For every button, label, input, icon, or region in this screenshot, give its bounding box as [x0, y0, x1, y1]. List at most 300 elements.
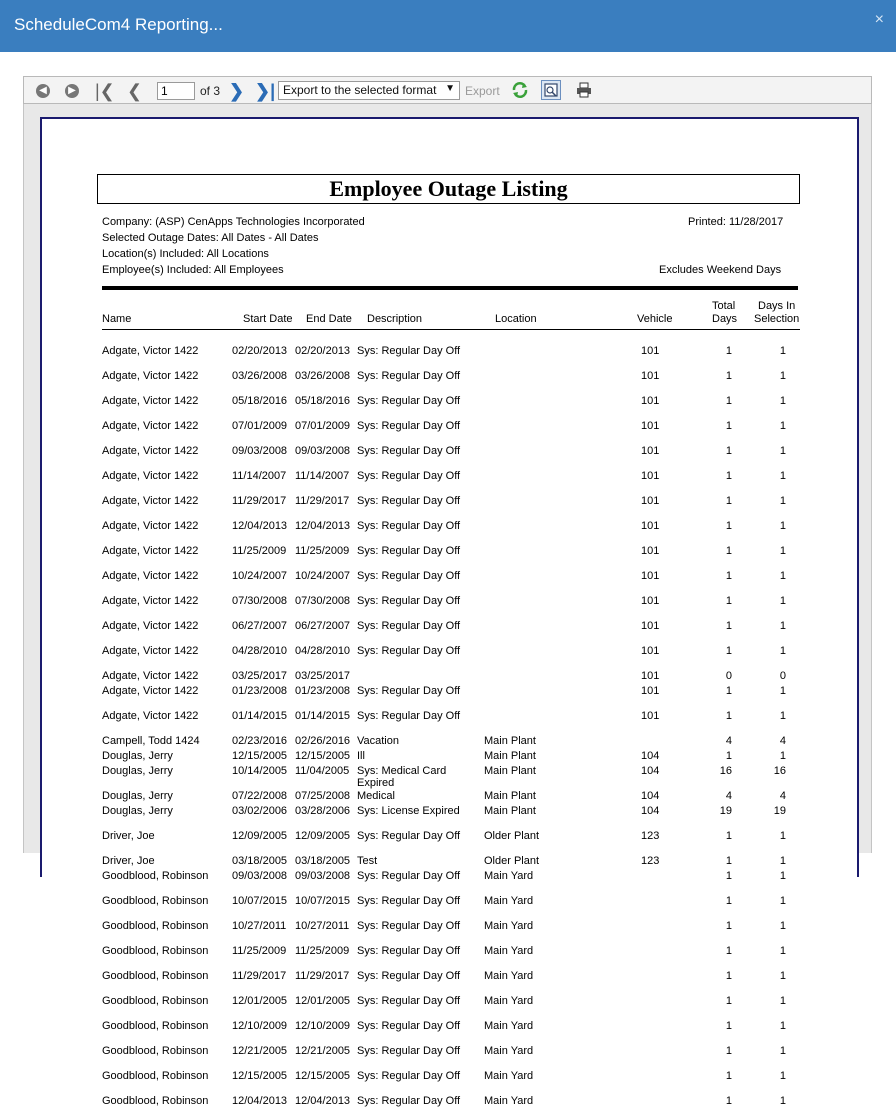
- page-number-input[interactable]: [157, 82, 195, 100]
- vehicle-cell: 123: [641, 830, 660, 842]
- start-date-cell: 02/20/2013: [232, 345, 288, 357]
- employee-name-cell: Douglas, Jerry: [102, 790, 173, 802]
- end-date-cell: 09/03/2008: [295, 445, 351, 457]
- end-date-cell: 10/24/2007: [295, 570, 351, 582]
- start-date-cell: 11/29/2017: [232, 495, 287, 507]
- table-row: [42, 345, 861, 360]
- table-row: [42, 545, 861, 560]
- description-cell: Sys: Regular Day Off: [357, 995, 461, 1007]
- end-date-cell: 07/30/2008: [295, 595, 351, 607]
- location-cell: Main Yard: [484, 895, 534, 907]
- description-cell: Sys: Regular Day Off: [357, 420, 461, 432]
- vehicle-cell: 101: [641, 370, 660, 382]
- start-date-cell: 06/27/2007: [232, 620, 288, 632]
- total-days-cell: 1: [725, 1020, 732, 1032]
- total-days-cell: 1: [725, 830, 732, 842]
- location-cell: Main Yard: [484, 1070, 534, 1082]
- days-in-selection-cell: 19: [773, 805, 786, 817]
- total-days-cell: 1: [725, 920, 732, 932]
- end-date-cell: 12/04/2013: [295, 1095, 351, 1107]
- description-cell: Sys: Regular Day Off: [357, 685, 461, 697]
- table-row: [42, 920, 861, 935]
- print-button[interactable]: [574, 80, 594, 100]
- back-button[interactable]: [36, 81, 50, 101]
- description-cell: Sys: Regular Day Off: [357, 370, 461, 382]
- total-days-cell: 1: [725, 645, 732, 657]
- table-row: [42, 895, 861, 910]
- description-cell: Vacation: [357, 735, 399, 747]
- end-date-cell: 10/27/2011: [295, 920, 350, 932]
- refresh-icon: [511, 81, 529, 99]
- col-vehicle: Vehicle: [637, 313, 673, 325]
- start-date-cell: 11/29/2017: [232, 970, 287, 982]
- employee-name-cell: Douglas, Jerry: [102, 750, 173, 762]
- table-row: [42, 870, 861, 885]
- next-page-icon: ❯: [229, 81, 245, 101]
- previous-page-button[interactable]: [127, 81, 142, 101]
- vehicle-cell: 101: [641, 595, 660, 607]
- vehicle-cell: 101: [641, 685, 660, 697]
- end-date-cell: 10/07/2015: [295, 895, 351, 907]
- end-date-cell: 03/25/2017: [295, 670, 351, 682]
- end-date-cell: 07/25/2008: [295, 790, 351, 802]
- location-cell: Main Yard: [484, 1020, 534, 1032]
- total-days-cell: 1: [725, 685, 732, 697]
- forward-icon: ▶: [65, 84, 79, 98]
- days-in-selection-cell: 1: [779, 520, 786, 532]
- total-days-cell: 1: [725, 750, 732, 762]
- employee-name-cell: Goodblood, Robinson: [102, 970, 209, 982]
- start-date-cell: 12/15/2005: [232, 1070, 288, 1082]
- total-days-cell: 1: [725, 1045, 732, 1057]
- employee-name-cell: Adgate, Victor 1422: [102, 420, 199, 432]
- days-in-selection-cell: 1: [779, 570, 786, 582]
- start-date-cell: 10/27/2011: [232, 920, 287, 932]
- total-days-cell: 19: [719, 805, 732, 817]
- days-in-selection-cell: 1: [779, 895, 786, 907]
- table-row: [42, 1095, 861, 1110]
- location-cell: Main Yard: [484, 870, 534, 882]
- table-row: [42, 855, 861, 870]
- days-in-selection-cell: 1: [779, 545, 786, 557]
- refresh-button[interactable]: [510, 80, 530, 100]
- vehicle-cell: 101: [641, 395, 660, 407]
- col-description: Description: [367, 313, 423, 325]
- description-cell: Sys: Regular Day Off: [357, 1020, 461, 1032]
- table-row: [42, 1045, 861, 1060]
- vehicle-cell: 101: [641, 345, 660, 357]
- location-cell: Main Yard: [484, 995, 534, 1007]
- description-cell: Sys: Regular Day Off: [357, 445, 461, 457]
- locations-line: Location(s) Included: All Locations: [102, 248, 269, 260]
- start-date-cell: 10/24/2007: [232, 570, 288, 582]
- start-date-cell: 01/23/2008: [232, 685, 288, 697]
- table-row: [42, 805, 861, 820]
- total-days-cell: 1: [725, 420, 732, 432]
- total-days-cell: 4: [725, 790, 732, 802]
- end-date-cell: 06/27/2007: [295, 620, 351, 632]
- page-count-label: of 3: [200, 84, 221, 98]
- start-date-cell: 10/07/2015: [232, 895, 288, 907]
- table-row: [42, 595, 861, 610]
- end-date-cell: 03/28/2006: [295, 805, 351, 817]
- days-in-selection-cell: 1: [779, 620, 786, 632]
- end-date-cell: 02/20/2013: [295, 345, 351, 357]
- employee-name-cell: Goodblood, Robinson: [102, 870, 209, 882]
- report-viewer[interactable]: [23, 104, 872, 1107]
- days-in-selection-cell: 1: [779, 420, 786, 432]
- description-cell: Sys: Regular Day Off: [357, 945, 461, 957]
- employee-name-cell: Adgate, Victor 1422: [102, 685, 199, 697]
- table-row: [42, 1070, 861, 1085]
- description-cell: Sys: Regular Day Off: [357, 520, 461, 532]
- end-date-cell: 02/26/2016: [295, 735, 351, 747]
- table-row: [42, 520, 861, 535]
- days-in-selection-cell: 1: [779, 595, 786, 607]
- description-cell: Sys: Regular Day Off: [357, 830, 461, 842]
- total-days-cell: 1: [725, 370, 732, 382]
- days-in-selection-cell: 1: [779, 1070, 786, 1082]
- location-cell: Main Plant: [484, 735, 536, 747]
- end-date-cell: 12/21/2005: [295, 1045, 351, 1057]
- description-cell: Medical: [357, 790, 395, 802]
- start-date-cell: 12/10/2009: [232, 1020, 288, 1032]
- start-date-cell: 07/30/2008: [232, 595, 288, 607]
- total-days-cell: 1: [725, 710, 732, 722]
- days-in-selection-cell: 4: [779, 735, 786, 747]
- table-row: [42, 750, 861, 765]
- export-format-value: Export to the selected format: [283, 83, 437, 97]
- table-row: [42, 735, 861, 750]
- days-in-selection-cell: 1: [779, 995, 786, 1007]
- col-total-days-line1: Total: [712, 300, 736, 312]
- employee-name-cell: Adgate, Victor 1422: [102, 645, 199, 657]
- description-cell: Sys: Regular Day Off: [357, 495, 461, 507]
- days-in-selection-cell: 1: [779, 710, 786, 722]
- window-title: ScheduleCom4 Reporting...: [14, 15, 223, 34]
- total-days-cell: 1: [725, 620, 732, 632]
- description-cell: Sys: Regular Day Off: [357, 620, 461, 632]
- location-cell: Main Yard: [484, 945, 534, 957]
- header-rule: [102, 286, 798, 290]
- forward-button[interactable]: [65, 81, 79, 101]
- employee-name-cell: Adgate, Victor 1422: [102, 470, 199, 482]
- end-date-cell: 12/04/2013: [295, 520, 351, 532]
- description-cell: Sys: Regular Day Off: [357, 1070, 461, 1082]
- employee-name-cell: Driver, Joe: [102, 830, 155, 842]
- total-days-cell: 1: [725, 445, 732, 457]
- first-page-icon: |❮: [95, 81, 115, 101]
- end-date-cell: 07/01/2009: [295, 420, 351, 432]
- description-cell: Test: [357, 855, 378, 867]
- col-days-in-selection-line2: Selection: [754, 313, 800, 325]
- vehicle-cell: 123: [641, 855, 660, 867]
- days-in-selection-cell: 1: [779, 470, 786, 482]
- days-in-selection-cell: 16: [773, 765, 786, 777]
- days-in-selection-cell: 1: [779, 345, 786, 357]
- col-end-date: End Date: [306, 313, 352, 325]
- total-days-cell: 1: [725, 970, 732, 982]
- vehicle-cell: 101: [641, 420, 660, 432]
- total-days-cell: 1: [725, 545, 732, 557]
- employee-name-cell: Adgate, Victor 1422: [102, 670, 199, 682]
- employee-name-cell: Adgate, Victor 1422: [102, 545, 199, 557]
- report-toolbar: [23, 76, 872, 104]
- description-cell: Sys: Regular Day Off: [357, 920, 461, 932]
- location-cell: Main Plant: [484, 750, 536, 762]
- employee-name-cell: Adgate, Victor 1422: [102, 620, 199, 632]
- total-days-cell: 1: [725, 945, 732, 957]
- employee-name-cell: Adgate, Victor 1422: [102, 370, 199, 382]
- location-cell: Main Yard: [484, 1095, 534, 1107]
- vehicle-cell: 104: [641, 750, 660, 762]
- vehicle-cell: 101: [641, 620, 660, 632]
- end-date-cell: 09/03/2008: [295, 870, 351, 882]
- location-cell: Older Plant: [484, 855, 540, 867]
- dates-line: Selected Outage Dates: All Dates - All Dates: [102, 232, 319, 244]
- start-date-cell: 12/21/2005: [232, 1045, 288, 1057]
- days-in-selection-cell: 1: [779, 685, 786, 697]
- table-row: [42, 945, 861, 960]
- employees-line: Employee(s) Included: All Employees: [102, 264, 284, 276]
- employee-name-cell: Adgate, Victor 1422: [102, 445, 199, 457]
- location-cell: Main Plant: [484, 790, 536, 802]
- description-cell: Sys: Regular Day Off: [357, 545, 461, 557]
- start-date-cell: 04/28/2010: [232, 645, 288, 657]
- first-page-button[interactable]: [95, 81, 115, 101]
- days-in-selection-cell: 1: [779, 495, 786, 507]
- days-in-selection-cell: 1: [779, 645, 786, 657]
- total-days-cell: 1: [725, 470, 732, 482]
- description-cell: Sys: Regular Day Off: [357, 570, 461, 582]
- end-date-cell: 12/10/2009: [295, 1020, 351, 1032]
- start-date-cell: 03/26/2008: [232, 370, 288, 382]
- total-days-cell: 1: [725, 895, 732, 907]
- days-in-selection-cell: 1: [779, 750, 786, 762]
- days-in-selection-cell: 1: [779, 970, 786, 982]
- end-date-cell: 01/14/2015: [295, 710, 351, 722]
- description-cell: Sys: Regular Day Off: [357, 895, 461, 907]
- days-in-selection-cell: 1: [779, 370, 786, 382]
- end-date-cell: 11/25/2009: [295, 945, 350, 957]
- end-date-cell: 11/29/2017: [295, 495, 350, 507]
- days-in-selection-cell: 1: [779, 830, 786, 842]
- table-row: [42, 685, 861, 700]
- description-cell: Sys: Regular Day Off: [357, 645, 461, 657]
- vehicle-cell: 101: [641, 670, 660, 682]
- days-in-selection-cell: 0: [779, 670, 786, 682]
- vehicle-cell: 104: [641, 805, 660, 817]
- total-days-cell: 1: [725, 995, 732, 1007]
- start-date-cell: 12/04/2013: [232, 520, 288, 532]
- end-date-cell: 12/15/2005: [295, 1070, 351, 1082]
- employee-name-cell: Douglas, Jerry: [102, 765, 173, 777]
- view-toggle-button[interactable]: [541, 80, 561, 100]
- employee-name-cell: Adgate, Victor 1422: [102, 345, 199, 357]
- last-page-button[interactable]: [255, 81, 275, 101]
- total-days-cell: 1: [725, 395, 732, 407]
- employee-name-cell: Adgate, Victor 1422: [102, 710, 199, 722]
- total-days-cell: 1: [725, 1095, 732, 1107]
- column-header-rule: [102, 329, 800, 330]
- total-days-cell: 0: [725, 670, 732, 682]
- table-row: [42, 620, 861, 635]
- total-days-cell: 1: [725, 595, 732, 607]
- end-date-cell: 11/29/2017: [295, 970, 350, 982]
- employee-name-cell: Goodblood, Robinson: [102, 920, 209, 932]
- next-page-button[interactable]: [229, 81, 244, 101]
- start-date-cell: 01/14/2015: [232, 710, 288, 722]
- vehicle-cell: 101: [641, 710, 660, 722]
- employee-name-cell: Goodblood, Robinson: [102, 995, 209, 1007]
- days-in-selection-cell: 1: [779, 855, 786, 867]
- start-date-cell: 02/23/2016: [232, 735, 288, 747]
- export-format-select[interactable]: [278, 81, 460, 100]
- vehicle-cell: 101: [641, 570, 660, 582]
- start-date-cell: 05/18/2016: [232, 395, 288, 407]
- report-title: Employee Outage Listing: [97, 174, 800, 204]
- table-row: [42, 765, 861, 789]
- view-icon: [543, 82, 559, 98]
- employee-name-cell: Adgate, Victor 1422: [102, 595, 199, 607]
- start-date-cell: 09/03/2008: [232, 445, 288, 457]
- total-days-cell: 1: [725, 520, 732, 532]
- days-in-selection-cell: 1: [779, 1045, 786, 1057]
- start-date-cell: 10/14/2005: [232, 765, 288, 777]
- table-row: [42, 790, 861, 805]
- last-page-icon: ❯|: [255, 81, 276, 101]
- col-name: Name: [102, 313, 132, 325]
- days-in-selection-cell: 4: [779, 790, 786, 802]
- days-in-selection-cell: 1: [779, 1020, 786, 1032]
- start-date-cell: 12/15/2005: [232, 750, 288, 762]
- company-line: Company: (ASP) CenApps Technologies Incorporated: [102, 216, 365, 228]
- description-cell: Ill: [357, 750, 365, 762]
- description-cell: Sys: Regular Day Off: [357, 595, 461, 607]
- description-cell: Sys: Regular Day Off: [357, 710, 461, 722]
- days-in-selection-cell: 1: [779, 395, 786, 407]
- employee-name-cell: Campell, Todd 1424: [102, 735, 200, 747]
- end-date-cell: 11/25/2009: [295, 545, 350, 557]
- end-date-cell: 11/04/2005: [295, 765, 350, 777]
- table-row: [42, 445, 861, 460]
- start-date-cell: 11/25/2009: [232, 945, 287, 957]
- employee-name-cell: Goodblood, Robinson: [102, 1070, 209, 1082]
- start-date-cell: 03/02/2006: [232, 805, 288, 817]
- table-row: [42, 645, 861, 660]
- days-in-selection-cell: 1: [779, 870, 786, 882]
- col-start-date: Start Date: [243, 313, 293, 325]
- employee-name-cell: Adgate, Victor 1422: [102, 495, 199, 507]
- start-date-cell: 09/03/2008: [232, 870, 288, 882]
- col-days-in-selection-line1: Days In: [758, 300, 796, 312]
- description-cell: Sys: License Expired: [357, 805, 460, 817]
- employee-name-cell: Goodblood, Robinson: [102, 1095, 209, 1107]
- printed-date: Printed: 11/28/2017: [688, 216, 784, 228]
- total-days-cell: 1: [725, 1070, 732, 1082]
- description-cell: Sys: Regular Day Off: [357, 470, 461, 482]
- description-cell: Sys: Regular Day Off: [357, 345, 461, 357]
- end-date-cell: 12/09/2005: [295, 830, 351, 842]
- title-bar: [0, 0, 896, 52]
- end-date-cell: 05/18/2016: [295, 395, 351, 407]
- employee-name-cell: Goodblood, Robinson: [102, 1020, 209, 1032]
- start-date-cell: 12/09/2005: [232, 830, 288, 842]
- employee-name-cell: Goodblood, Robinson: [102, 895, 209, 907]
- close-icon[interactable]: ×: [874, 11, 884, 28]
- back-icon: ◀: [36, 84, 50, 98]
- col-location: Location: [495, 313, 537, 325]
- start-date-cell: 12/04/2013: [232, 1095, 288, 1107]
- employee-name-cell: Douglas, Jerry: [102, 805, 173, 817]
- export-link[interactable]: Export: [465, 84, 500, 98]
- table-row: [42, 470, 861, 485]
- employee-name-cell: Adgate, Victor 1422: [102, 395, 199, 407]
- location-cell: Main Yard: [484, 970, 534, 982]
- table-row: [42, 670, 861, 685]
- end-date-cell: 11/14/2007: [295, 470, 350, 482]
- days-in-selection-cell: 1: [779, 945, 786, 957]
- table-row: [42, 830, 861, 845]
- location-cell: Main Plant: [484, 805, 536, 817]
- table-row: [42, 1020, 861, 1035]
- excludes-note: Excludes Weekend Days: [659, 264, 782, 276]
- employee-name-cell: Goodblood, Robinson: [102, 945, 209, 957]
- location-cell: Main Plant: [484, 765, 536, 777]
- report-page: [40, 117, 859, 1107]
- previous-page-icon: ❮: [127, 81, 143, 101]
- location-cell: Main Yard: [484, 1045, 534, 1057]
- end-date-cell: 03/18/2005: [295, 855, 351, 867]
- employee-name-cell: Goodblood, Robinson: [102, 1045, 209, 1057]
- end-date-cell: 12/15/2005: [295, 750, 351, 762]
- start-date-cell: 07/22/2008: [232, 790, 288, 802]
- vehicle-cell: 101: [641, 470, 660, 482]
- end-date-cell: 01/23/2008: [295, 685, 351, 697]
- end-date-cell: 03/26/2008: [295, 370, 351, 382]
- description-cell: Sys: Regular Day Off: [357, 1095, 461, 1107]
- total-days-cell: 4: [725, 735, 732, 747]
- employee-name-cell: Adgate, Victor 1422: [102, 520, 199, 532]
- description-cell: Sys: Medical Card Expired: [357, 765, 447, 789]
- employee-name-cell: Adgate, Victor 1422: [102, 570, 199, 582]
- description-cell: Sys: Regular Day Off: [357, 1045, 461, 1057]
- vehicle-cell: 101: [641, 495, 660, 507]
- end-date-cell: 12/01/2005: [295, 995, 351, 1007]
- total-days-cell: 1: [725, 870, 732, 882]
- dropdown-arrow-icon: ▼: [445, 83, 455, 94]
- start-date-cell: 11/25/2009: [232, 545, 287, 557]
- vehicle-cell: 101: [641, 520, 660, 532]
- total-days-cell: 1: [725, 345, 732, 357]
- col-total-days-line2: Days: [712, 313, 738, 325]
- start-date-cell: 03/25/2017: [232, 670, 288, 682]
- table-row: [42, 970, 861, 985]
- start-date-cell: 12/01/2005: [232, 995, 288, 1007]
- table-row: [42, 395, 861, 410]
- start-date-cell: 07/01/2009: [232, 420, 288, 432]
- location-cell: Older Plant: [484, 830, 540, 842]
- days-in-selection-cell: 1: [779, 920, 786, 932]
- description-cell: Sys: Regular Day Off: [357, 395, 461, 407]
- employee-name-cell: Driver, Joe: [102, 855, 155, 867]
- days-in-selection-cell: 1: [779, 1095, 786, 1107]
- location-cell: Main Yard: [484, 920, 534, 932]
- vehicle-cell: 101: [641, 545, 660, 557]
- print-icon: [576, 82, 592, 98]
- table-row: [42, 370, 861, 385]
- table-row: [42, 570, 861, 585]
